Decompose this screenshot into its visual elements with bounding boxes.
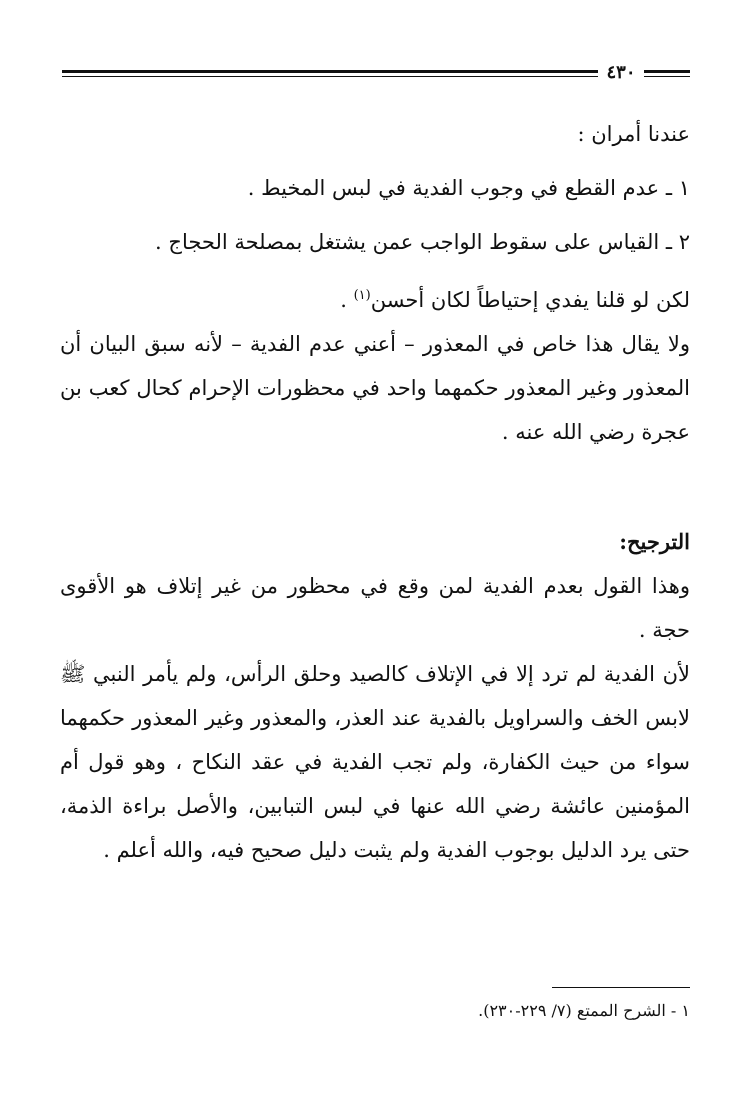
opinion-end: .: [340, 288, 354, 312]
header-rule-thick: [62, 70, 598, 73]
main-text: [60, 112, 690, 872]
list-item-1: ١ ـ عدم القطع في وجوب الفدية في لبس المخيط .: [247, 176, 690, 200]
paragraph-objection: ولا يقال هذا خاص في المعذور – أعني عدم الفدية – لأنه سبق البيان أن المعذور وغير المعذور حكمهما واحد في محظورات الإحرام كحال كعب بن عجرة رضي الله عنه .: [60, 332, 690, 444]
section-heading: الترجيح:: [619, 529, 690, 554]
opinion-text: لكن لو قلنا يفدي إحتياطاً لكان أحسن: [370, 288, 690, 312]
paragraph-reasoning: لأن الفدية لم ترد إلا في الإتلاف كالصيد وحلق الرأس، ولم يأمر النبي ﷺ لابس الخف والسراويل بالفدية عند العذر، والمعذور وغير المعذور حكمهما سواء من حيث الكفارة، ولم تجب الفدية في عقد النكاح ، وهو قول أم المؤمنين عائشة رضي الله عنها في لبس التبابين، والأصل براءة الذمة، حتى يرد الدليل بوجوب الفدية ولم يثبت دليل صحيح فيه، والله أعلم .: [60, 662, 690, 862]
footnote-separator: [552, 987, 690, 988]
opinion-line: [60, 278, 690, 322]
footnote: ١ - الشرح الممتع (٧/ ٢٢٩-٢٣٠).: [478, 1001, 690, 1020]
paragraph-conclusion: وهذا القول بعدم الفدية لمن وقع في محظور من غير إتلاف هو الأقوى حجة .: [60, 574, 690, 642]
header-rule-thin-end: [644, 76, 690, 77]
list-item-2: ٢ ـ القياس على سقوط الواجب عمن يشتغل بمصلحة الحجاج .: [155, 230, 690, 254]
footnote-marker: (١): [353, 288, 371, 303]
intro-line: عندنا أمران :: [577, 122, 690, 146]
header-rule-thick-end: [644, 70, 690, 73]
page-header: [62, 62, 690, 86]
header-rule-thin: [62, 76, 598, 77]
page-number: ٤٣٠: [606, 62, 636, 83]
